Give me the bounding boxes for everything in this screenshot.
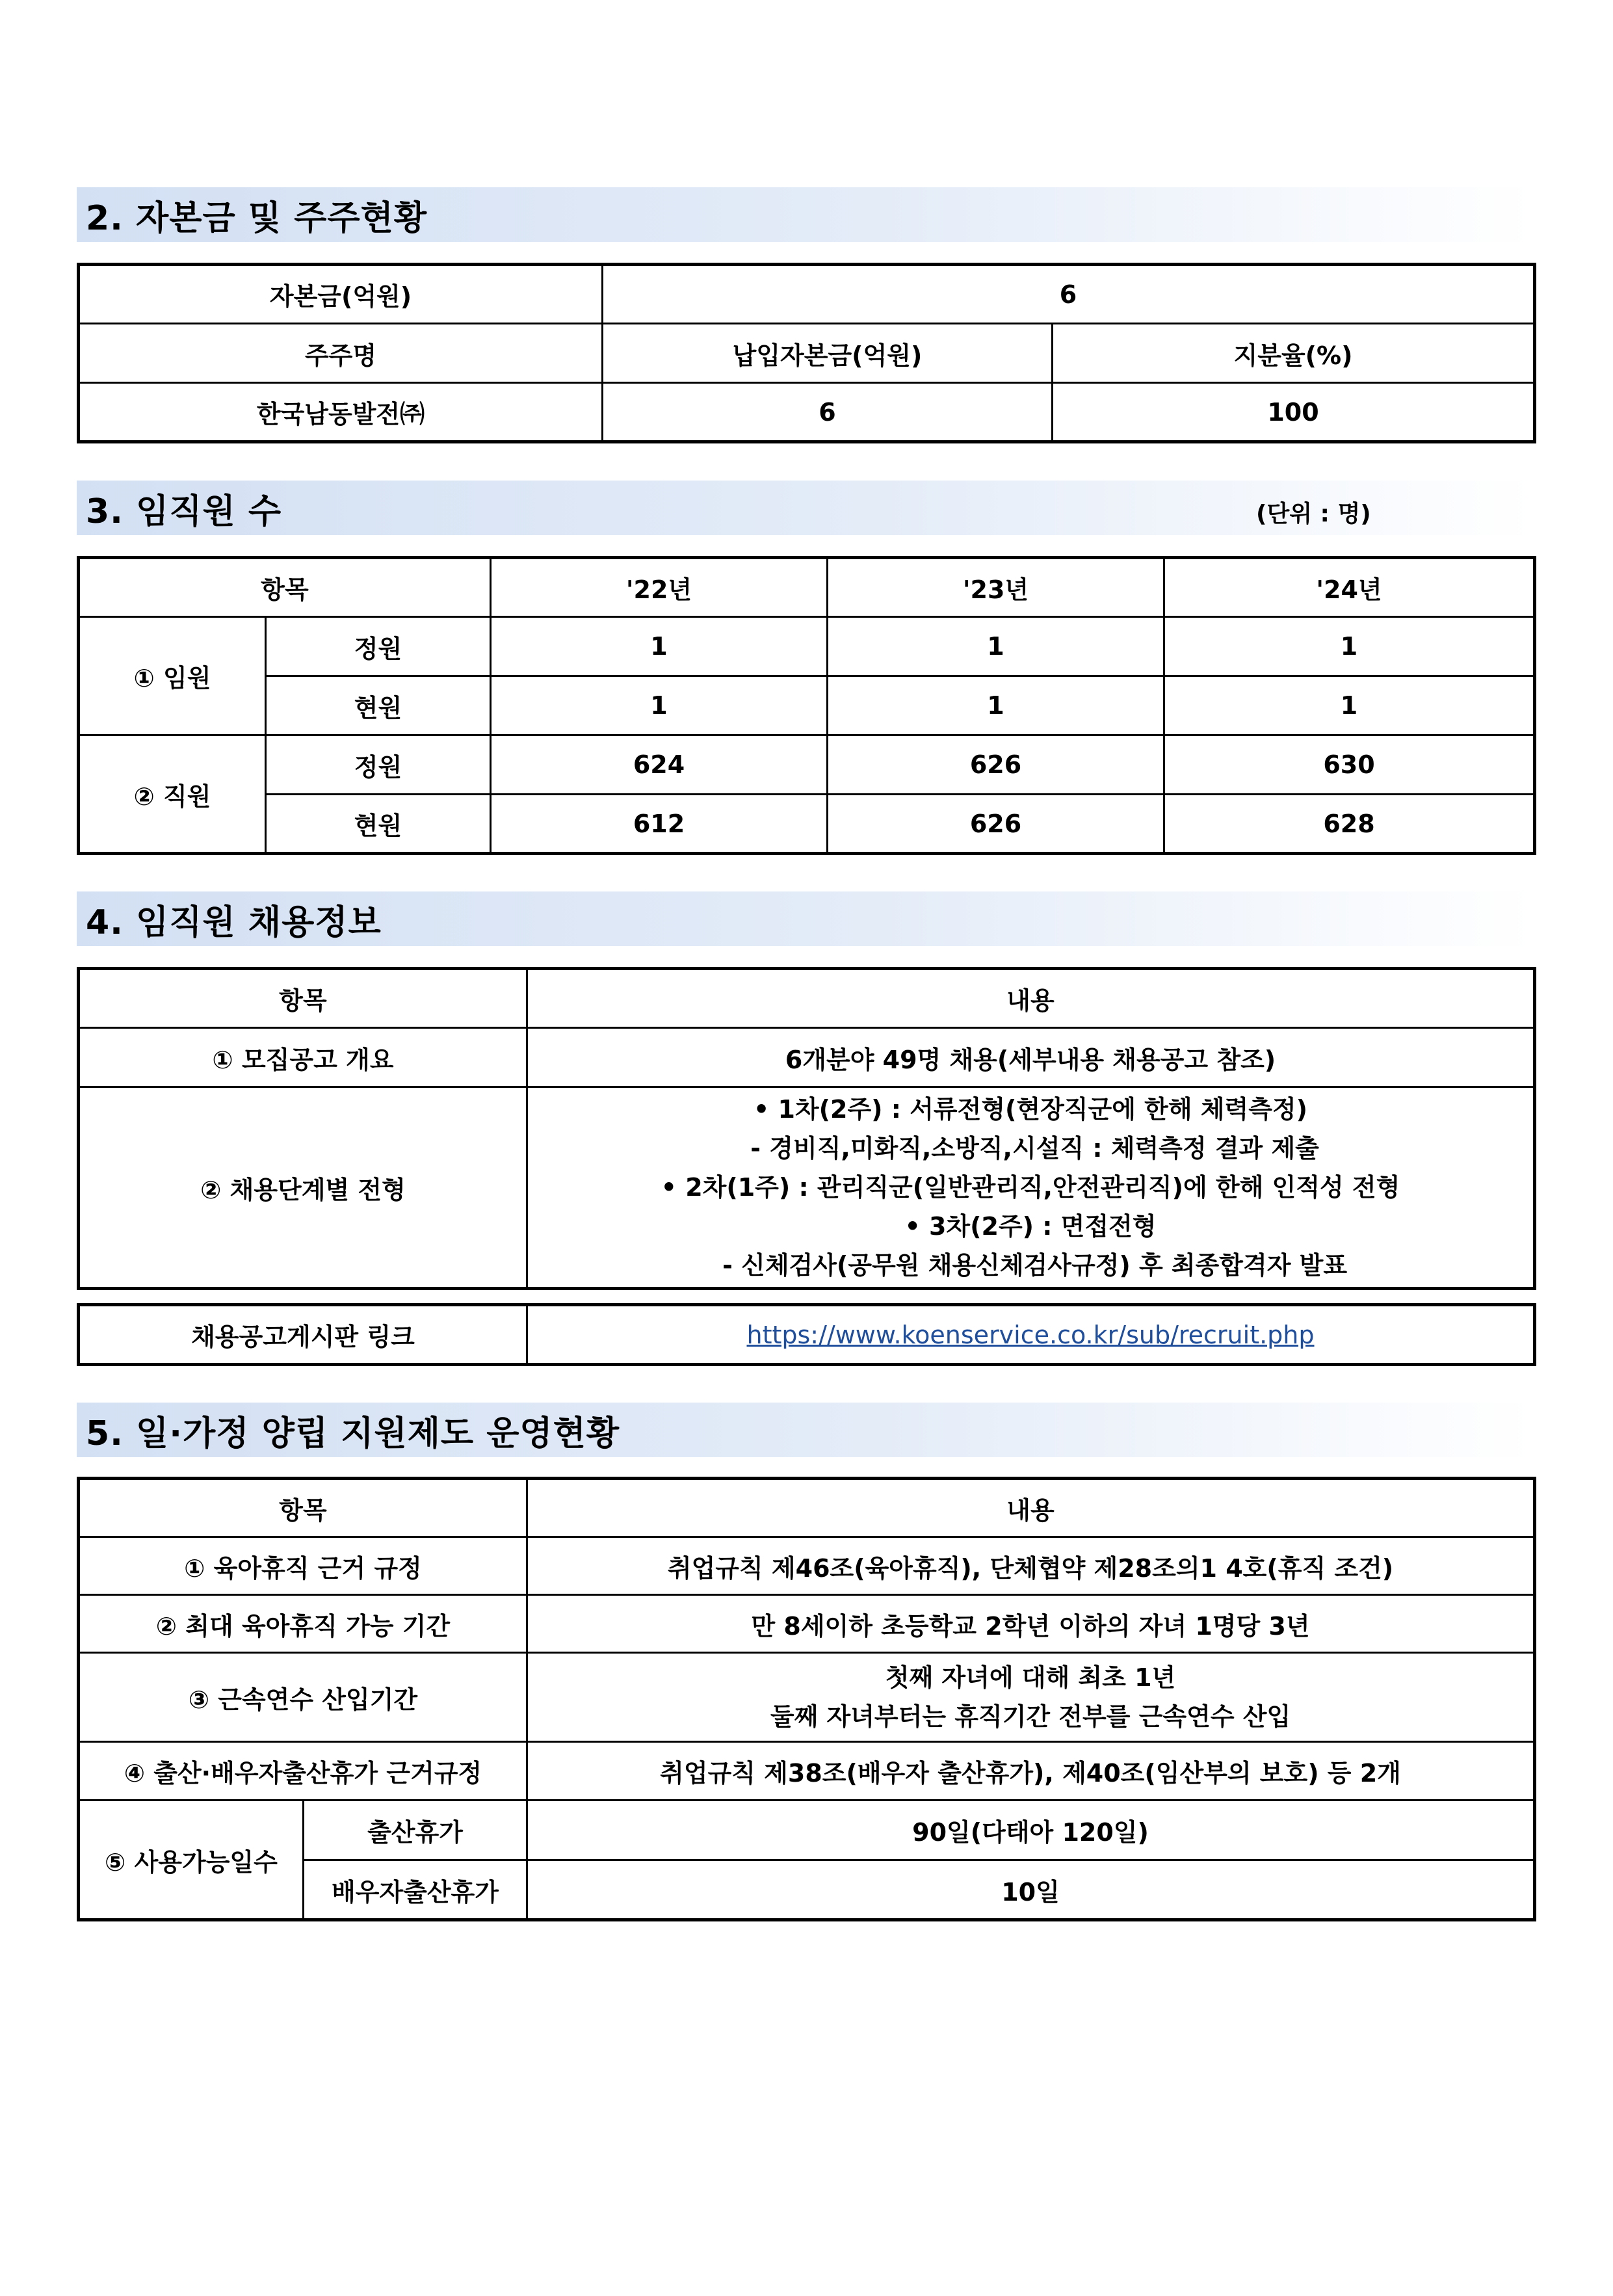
header-item: 항목 (79, 558, 491, 617)
cell-value: 626 (828, 795, 1164, 854)
cell-value: 612 (491, 795, 828, 854)
row-type: 현원 (266, 795, 491, 854)
recruit-link-table (77, 1303, 1536, 1366)
leave-type: 배우자출산휴가 (304, 1860, 527, 1920)
stage-line: • 3차(2주) : 면접전형 (904, 1212, 1157, 1241)
section-title: 4. 임직원 채용정보 (86, 903, 382, 942)
stage-line: • 1차(2주) : 서류전형(현장직군에 한해 체력측정) (753, 1095, 1308, 1124)
maternity-basis-label: ④ 출산·배우자출산휴가 근거규정 (79, 1742, 527, 1801)
cell-value: 626 (828, 735, 1164, 795)
leave-days: 10일 (527, 1860, 1535, 1920)
stage-line: - 경비직,미화직,소방직,시설직 : 체력측정 결과 제출 (742, 1134, 1319, 1163)
stage-line: • 2차(1주) : 관리직군(일반관리직,안전관리직)에 한해 인적성 전형 (661, 1173, 1400, 1202)
header-share-ratio: 지분율(%) (1053, 324, 1535, 383)
parental-leave-basis-label: ① 육아휴직 근거 규정 (79, 1537, 527, 1595)
maternity-basis-content: 취업규칙 제38조(배우자 출산휴가), 제40조(임산부의 보호) 등 2개 (527, 1742, 1535, 1801)
section-title: 5. 일·가정 양립 지원제도 운영현황 (86, 1414, 620, 1453)
leave-days: 90일(다태아 120일) (527, 1801, 1535, 1860)
capital-value: 6 (603, 265, 1535, 324)
cell-value: 1 (828, 676, 1164, 735)
group-employees: ② 직원 (79, 735, 266, 854)
recruit-stages-label: ② 채용단계별 전형 (79, 1087, 527, 1289)
header-year-23: '23년 (828, 558, 1164, 617)
recruit-link-cell (527, 1305, 1535, 1365)
recruit-table (77, 967, 1536, 1290)
usable-days-label: ⑤ 사용가능일수 (79, 1801, 304, 1920)
cell-value: 1 (491, 617, 828, 676)
header-content: 내용 (527, 1479, 1535, 1537)
section-header-capital (77, 187, 1533, 242)
share-ratio-value: 100 (1053, 383, 1535, 442)
cell-value: 1 (828, 617, 1164, 676)
section-header-recruit (77, 891, 1533, 946)
header-item: 항목 (79, 969, 527, 1028)
cell-value: 624 (491, 735, 828, 795)
recruit-overview-content: 6개분야 49명 채용(세부내용 채용공고 참조) (527, 1028, 1535, 1087)
section-header-family (77, 1403, 1533, 1457)
unit-label: (단위 : 명) (1256, 501, 1371, 527)
service-years-line: 첫째 자녀에 대해 최초 1년 (885, 1663, 1176, 1692)
cell-value: 630 (1164, 735, 1535, 795)
staff-table (77, 556, 1536, 855)
service-years-label: ③ 근속연수 산입기간 (79, 1653, 527, 1742)
header-shareholder: 주주명 (79, 324, 603, 383)
row-type: 정원 (266, 735, 491, 795)
header-year-22: '22년 (491, 558, 828, 617)
cell-value: 1 (491, 676, 828, 735)
group-executives: ① 임원 (79, 617, 266, 735)
max-leave-period-content: 만 8세이하 초등학교 2학년 이하의 자녀 1명당 3년 (527, 1595, 1535, 1653)
section-title: 2. 자본금 및 주주현황 (86, 198, 428, 238)
recruit-board-link[interactable]: https://www.koenservice.co.kr/sub/recruit.php (746, 1320, 1315, 1349)
cell-value: 1 (1164, 676, 1535, 735)
paid-capital-value: 6 (603, 383, 1053, 442)
shareholder-name: 한국남동발전㈜ (79, 383, 603, 442)
row-type: 현원 (266, 676, 491, 735)
header-item: 항목 (79, 1479, 527, 1537)
recruit-overview-label: ① 모집공고 개요 (79, 1028, 527, 1087)
header-year-24: '24년 (1164, 558, 1535, 617)
section-title: 3. 임직원 수 (86, 492, 282, 531)
capital-table (77, 263, 1536, 443)
stage-line: - 신체검사(공무원 채용신체검사규정) 후 최종합격자 발표 (713, 1251, 1348, 1280)
recruit-link-label: 채용공고게시판 링크 (79, 1305, 527, 1365)
max-leave-period-label: ② 최대 육아휴직 가능 기간 (79, 1595, 527, 1653)
parental-leave-basis-content: 취업규칙 제46조(육아휴직), 단체협약 제28조의1 4호(휴직 조건) (527, 1537, 1535, 1595)
row-type: 정원 (266, 617, 491, 676)
header-paid-capital: 납입자본금(억원) (603, 324, 1053, 383)
header-content: 내용 (527, 969, 1535, 1028)
cell-value: 1 (1164, 617, 1535, 676)
capital-label: 자본금(억원) (79, 265, 603, 324)
service-years-line: 둘째 자녀부터는 휴직기간 전부를 근속연수 산입 (770, 1702, 1291, 1731)
cell-value: 628 (1164, 795, 1535, 854)
recruit-stages-content (527, 1087, 1535, 1289)
leave-type: 출산휴가 (304, 1801, 527, 1860)
family-table (77, 1477, 1536, 1921)
service-years-content (527, 1653, 1535, 1742)
